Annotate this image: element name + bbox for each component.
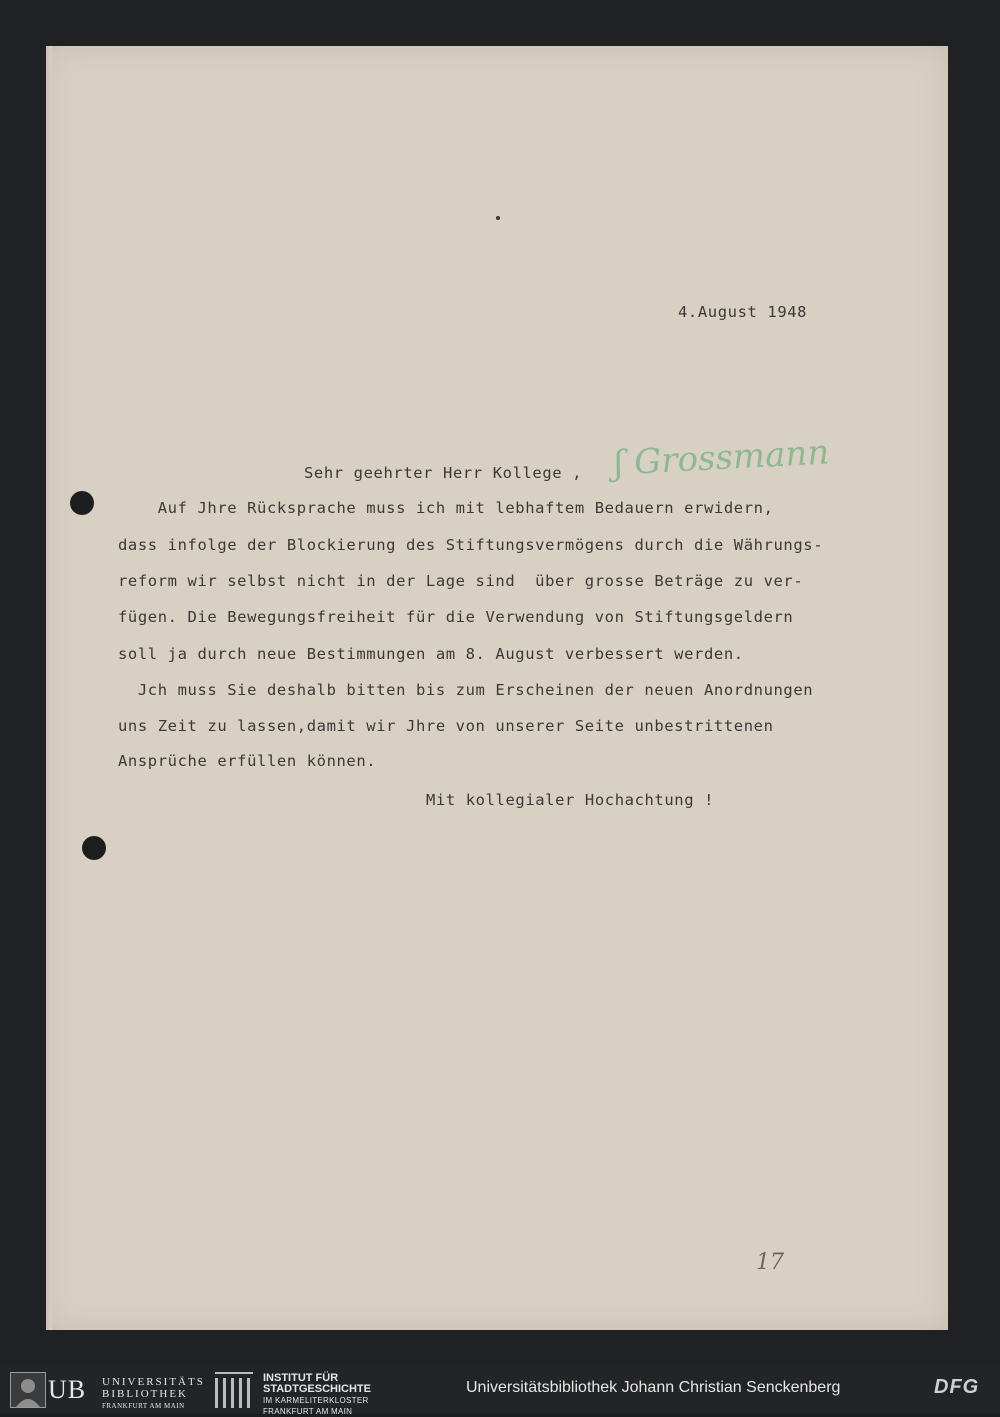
punch-hole-bottom (82, 836, 106, 860)
body-line-1: Auf Jhre Rücksprache muss ich mit lebhaftem Bedauern erwidern, (118, 499, 774, 517)
isg-name: INSTITUT FÜR STADTGESCHICHTE IM KARMELITERKLOSTER FRANKFURT AM MAIN (263, 1372, 371, 1416)
dfg-logo[interactable]: DFG (934, 1376, 980, 1398)
arches-icon (215, 1372, 253, 1408)
body-line-2: dass infolge der Blockierung des Stiftungsvermögens durch die Währungs- (118, 536, 824, 554)
body-line-7: uns Zeit zu lassen,damit wir Jhre von unserer Seite unbestrittenen (118, 717, 774, 735)
ub-letters: UB (48, 1375, 87, 1404)
letter-salutation: Sehr geehrter Herr Kollege , (304, 464, 583, 482)
handwritten-name: ʃ Grossmann (613, 432, 831, 484)
letter-date: 4.August 1948 (678, 303, 808, 321)
body-line-3: reform wir selbst nicht in der Lage sind über grosse Beträge zu ver- (118, 572, 804, 590)
footer-bar (0, 1364, 1000, 1414)
body-line-8: Ansprüche erfüllen können. (118, 752, 377, 770)
ub-logo[interactable] (10, 1372, 205, 1410)
punch-hole-top (70, 491, 94, 515)
isg-logo[interactable] (215, 1372, 415, 1416)
body-line-4: fügen. Die Bewegungsfreiheit für die Verwendung von Stiftungsgeldern (118, 608, 794, 626)
page-number: 17 (756, 1250, 784, 1275)
letter-closing: Mit kollegialer Hochachtung ! (426, 791, 715, 809)
paper-speck (496, 216, 500, 220)
ub-portrait-icon (10, 1372, 46, 1408)
ub-name: UNIVERSITÄTS BIBLIOTHEK FRANKFURT AM MAIN (102, 1376, 205, 1410)
footer-title[interactable]: Universitätsbibliothek Johann Christian Senckenberg (466, 1379, 841, 1396)
body-line-6: Jch muss Sie deshalb bitten bis zum Erscheinen der neuen Anordnungen (118, 681, 814, 699)
body-line-5: soll ja durch neue Bestimmungen am 8. August verbessert werden. (118, 645, 744, 663)
letter-page (46, 46, 948, 1330)
